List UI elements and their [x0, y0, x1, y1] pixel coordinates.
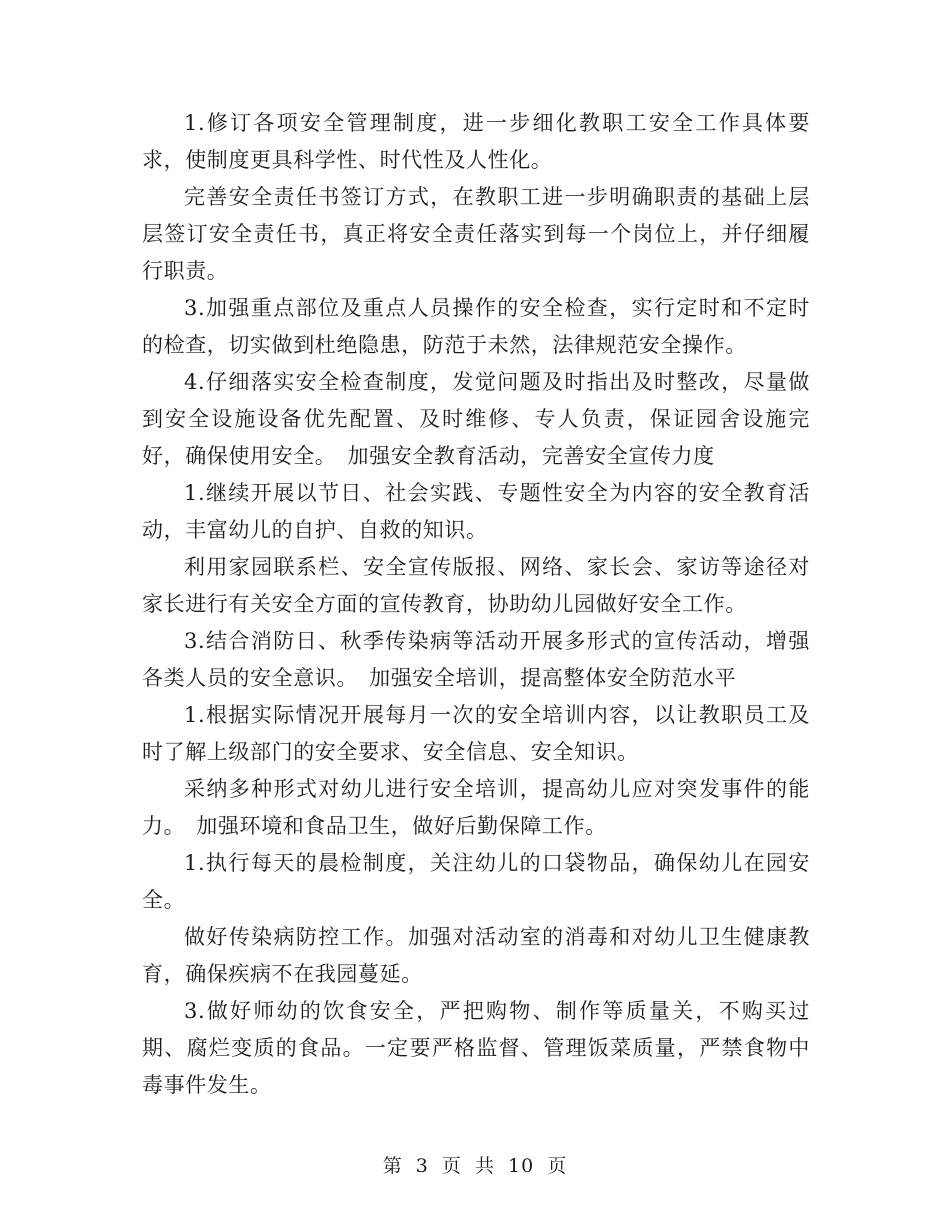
paragraph: 完善安全责任书签订方式，在教职工进一步明确职责的基础上层层签订安全责任书，真正将安全责任落实到每一个岗位上，并仔细履行职责。: [142, 185, 810, 283]
document-body: [142, 105, 810, 1104]
paragraph: 做好传染病防控工作。加强对活动室的消毒和对幼儿卫生健康教育，确保疾病不在我园蔓延。: [142, 925, 810, 986]
page-number-footer: [0, 1151, 950, 1178]
paragraph: 3.结合消防日、秋季传染病等活动开展多形式的宣传活动，增强各类人员的安全意识。 加强安全培训，提高整体安全防范水平: [142, 629, 810, 690]
paragraph: 1.继续开展以节日、社会实践、专题性安全为内容的安全教育活动，丰富幼儿的自护、自救的知识。: [142, 481, 810, 542]
paragraph: 1.根据实际情况开展每月一次的安全培训内容，以让教职员工及时了解上级部门的安全要求、安全信息、安全知识。: [142, 703, 810, 764]
paragraph: 采纳多种形式对幼儿进行安全培训，提高幼儿应对突发事件的能力。 加强环境和食品卫生，做好后勤保障工作。: [142, 777, 810, 838]
current-page-number: 3: [415, 1155, 429, 1177]
page-suffix: 页: [547, 1155, 568, 1177]
total-word: 共: [474, 1155, 495, 1177]
paragraph: 1.执行每天的晨检制度，关注幼儿的口袋物品，确保幼儿在园安全。: [142, 851, 810, 912]
page-word: 页: [441, 1155, 462, 1177]
paragraph: 3.做好师幼的饮食安全，严把购物、制作等质量关，不购买过期、腐烂变质的食品。一定要严格监督、管理饭菜质量，严禁食物中毒事件发生。: [142, 999, 810, 1097]
paragraph: 利用家园联系栏、安全宣传版报、网络、家长会、家访等途径对家长进行有关安全方面的宣传教育，协助幼儿园做好安全工作。: [142, 555, 810, 616]
paragraph: 3.加强重点部位及重点人员操作的安全检查，实行定时和不定时的检查，切实做到杜绝隐患，防范于未然，法律规范安全操作。: [142, 296, 810, 357]
paragraph: 1.修订各项安全管理制度，进一步细化教职工安全工作具体要求，使制度更具科学性、时代性及人性化。: [142, 111, 810, 172]
total-page-count: 10: [508, 1155, 535, 1177]
page-prefix: 第: [382, 1155, 403, 1177]
paragraph: 4.仔细落实安全检查制度，发觉问题及时指出及时整改，尽量做到安全设施设备优先配置、及时维修、专人负责，保证园舍设施完好，确保使用安全。 加强安全教育活动，完善安全宣传力度: [142, 370, 810, 468]
